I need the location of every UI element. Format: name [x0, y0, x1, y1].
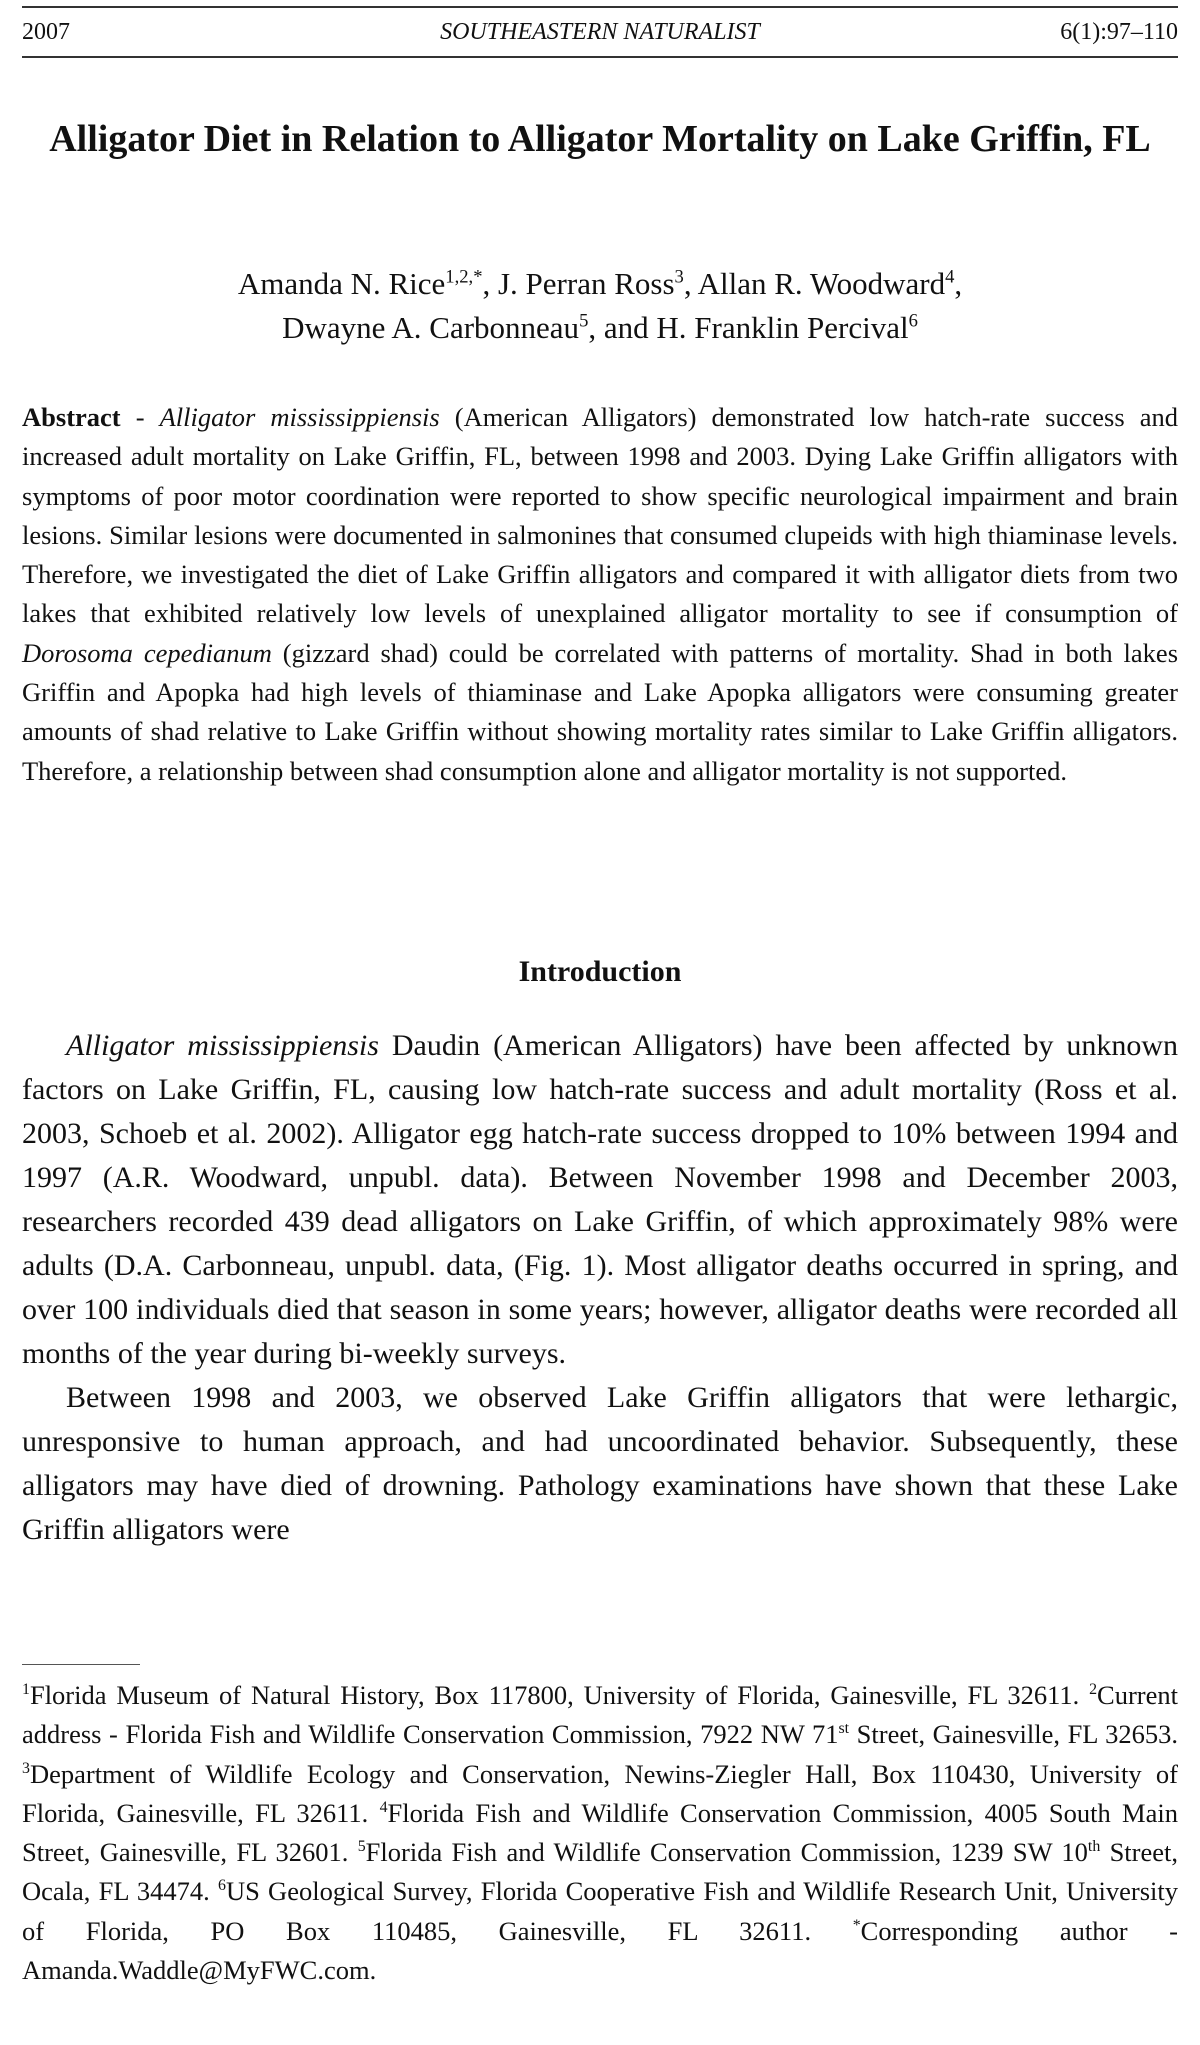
affiliation-mark: 6 [908, 310, 918, 332]
footnote-mark: 2 [1089, 1681, 1098, 1699]
affiliation-mark: 5 [579, 310, 589, 332]
section-heading-introduction: Introduction [518, 955, 682, 988]
footnote-text: $^1$Florida Museum of Natural History, Box 117800, University of Florida, Gainesville, FL 32611. $^2$Current address - Florida Fish and Wildlife Conservation Commission, 7922 NW 71st Street, Gainesville, FL 32653. $^3$Department of Wildlife Ecology and Conservation, Newins-Ziegler Hall, Box 110430, University of Florida, Gainesville, FL 32611. $^4$Florida Fish and Wildlife Conservation Commission, 4005 South Main Street, Gainesville, FL 32601. $^5$Florida Fish and Wildlife Conservation Commission, 1239 SW 10th Street, Ocala, FL 34474. $^6$US Geological Survey, Florida Cooperative Fish and Wildlife Research Unit, University of Florida, PO Box 110485, Gainesville, FL 32611. *Corresponding author - Amanda.Waddle@MyFWC.com. [22, 1680, 1179, 1986]
affiliation-footnotes [22, 1676, 1178, 1990]
footnote-mark: 3 [22, 1759, 30, 1777]
footnote-mark: 4 [379, 1799, 388, 1817]
article-title: Alligator Diet in Relation to Alligator Mortality on Lake Griffin, FL [49, 118, 1151, 160]
affiliation-mark: 3 [674, 266, 684, 288]
volume-pages: 6(1):97–110 [1060, 19, 1178, 45]
running-header [22, 6, 1178, 58]
publication-year: 2007 [22, 19, 70, 45]
journal-name: SOUTHEASTERN NATURALIST [440, 19, 760, 45]
author: H. Franklin Percival$^6$ [656, 310, 918, 345]
footnote-mark: 1 [22, 1681, 30, 1699]
footnote-mark: 6 [217, 1877, 226, 1895]
footnote-mark: 5 [357, 1838, 366, 1856]
species-name: Dorosoma cepedianum [22, 637, 272, 668]
introduction-body [22, 1024, 1178, 1552]
species-name: Alligator mississippiensis [159, 402, 440, 432]
footnote-mark: * [852, 1916, 861, 1934]
abstract: Abstract - Alligator mississippiensis (American Alligators) demonstrated low hatch-rate success and increased adult mortality on Lake Griffin, FL, between 1998 and 2003. Dying Lake Griffin alligators with symptoms of poor motor coordination were reported to show specific neurological impairment and brain lesions. Similar lesions were documented in salmonines that consumed clupeids with high thiaminase levels. Therefore, we investigated the diet of Lake Griffin alligators and compared it with alligator diets from two lakes that exhibited relatively low levels of unexplained alligator mortality to see if consumption of Dorosoma cepedianum (gizzard shad) could be correlated with patterns of mortality. Shad in both lakes Griffin and Apopka had high levels of thiaminase and Lake Apopka alligators were consuming greater amounts of shad relative to Lake Griffin without showing mortality rates similar to Lake Griffin alligators. Therefore, a relationship between shad consumption alone and alligator mortality is not supported. [22, 402, 1179, 786]
author: Amanda N. Rice$^{1,2,*}$, [237, 266, 498, 301]
author: Allan R. Woodward$^4$, [697, 266, 963, 301]
corresponding-author: Corresponding author - Amanda.Waddle@MyFWC.com. [22, 1915, 1178, 1986]
abstract-text: (American Alligators) demonstrated low hatch-rate success and increased adult mortality on Lake Griffin, FL, between 1998 and 2003. Dying Lake Griffin alligators with symptoms of poor motor coordination were reported to show specific neurological impairment and brain lesions. Similar lesions were documented in salmonines that consumed clupeids with high thiaminase levels. Therefore, we investigated the diet of Lake Griffin alligators and compared it with alligator diets from two lakes that exhibited relatively low levels of unexplained alligator mortality to see if consumption of [22, 402, 1178, 629]
affiliation-mark: 4 [945, 266, 955, 288]
species-name: Alligator mississippiensis [66, 1029, 379, 1062]
author-list [22, 262, 1178, 350]
footnote-divider [22, 1664, 140, 1665]
paragraph: Alligator mississippiensis Daudin (American Alligators) have been affected by unknown factors on Lake Griffin, FL, causing low hatch-rate success and adult mortality (Ross et al. 2003, Schoeb et al. 2002). Alligator egg hatch-rate success dropped to 10% between 1994 and 1997 (A.R. Woodward, unpubl. data). Between November 1998 and December 2003, researchers recorded 439 dead alligators on Lake Griffin, of which approximately 98% were adults (D.A. Carbonneau, unpubl. data, (Fig. 1). Most alligator deaths occurred in spring, and over 100 individuals died that season in some years; however, alligator deaths were recorded all months of the year during bi-weekly surveys. [22, 1029, 1179, 1370]
paragraph: Between 1998 and 2003, we observed Lake Griffin alligators that were lethargic, unresponsive to human approach, and had uncoordinated behavior. Subsequently, these alligators may have died of drowning. Pathology examinations have shown that these Lake Griffin alligators were [22, 1381, 1178, 1546]
abstract-text: (gizzard shad) could be correlated with patterns of mortality. Shad in both lakes Griffin and Apopka had high levels of thiaminase and Lake Apopka alligators were consuming greater amounts of shad relative to Lake Griffin without showing mortality rates similar to Lake Griffin alligators. Therefore, a relationship between shad consumption alone and alligator mortality is not supported. [22, 637, 1179, 786]
affiliation-mark: 1,2,* [445, 266, 483, 288]
abstract-label: Abstract [22, 402, 121, 432]
author: Dwayne A. Carbonneau$^5$, and [282, 310, 657, 345]
author: J. Perran Ross$^3$, [497, 266, 698, 301]
